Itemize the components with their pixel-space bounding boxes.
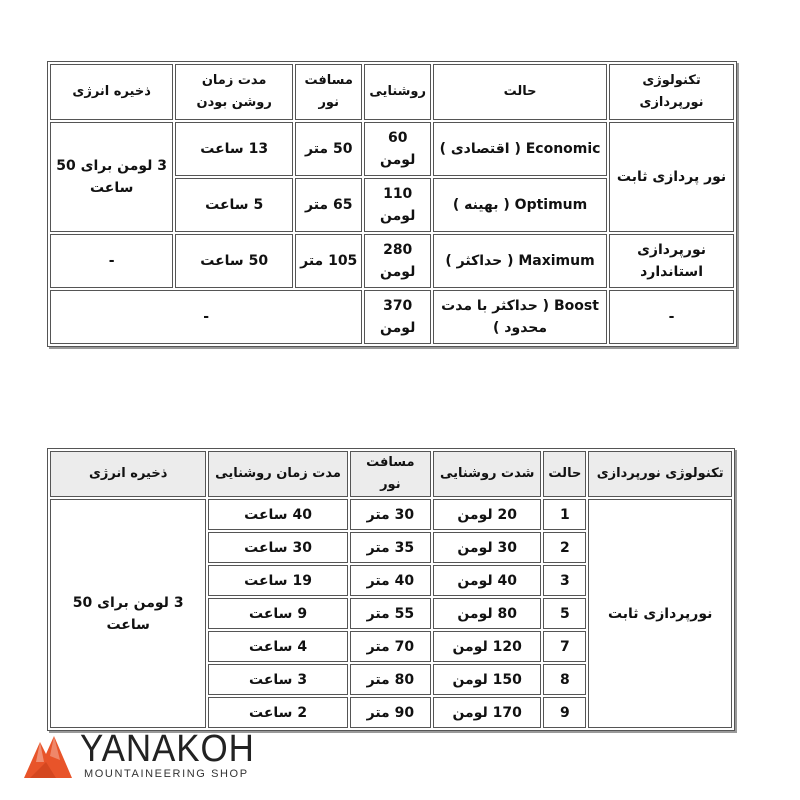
mode-cell: 5 — [543, 598, 586, 629]
brand-name: YANAKOH — [80, 728, 255, 770]
mode-cell: 3 — [543, 565, 586, 596]
header-tech: تکنولوژی نورپردازی — [609, 64, 734, 120]
duration-cell: 5 ساعت — [175, 178, 293, 232]
brightness-cell: 110 لومن — [364, 178, 431, 232]
distance-cell: 35 متر — [350, 532, 431, 563]
distance-cell: 55 متر — [350, 598, 431, 629]
distance-cell: 70 متر — [350, 631, 431, 662]
brightness-cell: 280 لومن — [364, 234, 431, 288]
mode-cell: 1 — [543, 499, 586, 530]
energy-fixed: 3 لومن برای 50 ساعت — [50, 122, 173, 232]
table-header-row — [50, 451, 732, 497]
mountain-logo-icon — [22, 732, 74, 780]
intensity-cell: 20 لومن — [433, 499, 542, 530]
duration-cell: 19 ساعت — [208, 565, 347, 596]
table-row — [50, 499, 732, 530]
brightness-cell: 370 لومن — [364, 290, 431, 344]
distance-cell: 90 متر — [350, 697, 431, 728]
brand-tagline: MOUNTAINEERING SHOP — [84, 768, 249, 780]
header-distance: مسافت نور — [350, 451, 431, 497]
distance-cell: 30 متر — [350, 499, 431, 530]
intensity-cell: 80 لومن — [433, 598, 542, 629]
lighting-levels-table — [47, 448, 735, 731]
mode-cell: 9 — [543, 697, 586, 728]
tech-fixed: نور پردازی ثابت — [609, 122, 734, 232]
table-row — [50, 234, 734, 288]
distance-cell: 65 متر — [295, 178, 362, 232]
duration-cell: 4 ساعت — [208, 631, 347, 662]
distance-cell: 40 متر — [350, 565, 431, 596]
intensity-cell: 40 لومن — [433, 565, 542, 596]
header-tech: تکنولوژی نورپردازی — [588, 451, 732, 497]
tech-standard: نورپردازی استاندارد — [609, 234, 734, 288]
header-mode: حالت — [543, 451, 586, 497]
duration-cell: 13 ساعت — [175, 122, 293, 176]
header-energy: ذخیره انرژی — [50, 64, 173, 120]
table-row — [50, 290, 734, 344]
energy-cell: 3 لومن برای 50 ساعت — [50, 499, 206, 728]
brand-logo — [22, 726, 272, 786]
energy-standard: - — [50, 234, 173, 288]
boost-merged-cell: - — [50, 290, 362, 344]
tech-fixed: نورپردازی ثابت — [588, 499, 732, 728]
duration-cell: 9 ساعت — [208, 598, 347, 629]
mode-cell: Maximum ( حداکثر ) — [433, 234, 607, 288]
intensity-cell: 30 لومن — [433, 532, 542, 563]
header-intensity: شدت روشنایی — [433, 451, 542, 497]
table-header-row — [50, 64, 734, 120]
header-distance: مسافت نور — [295, 64, 362, 120]
distance-cell: 80 متر — [350, 664, 431, 695]
mode-cell: 8 — [543, 664, 586, 695]
duration-cell: 3 ساعت — [208, 664, 347, 695]
table-row — [50, 122, 734, 176]
distance-cell: 50 متر — [295, 122, 362, 176]
duration-cell: 2 ساعت — [208, 697, 347, 728]
duration-cell: 40 ساعت — [208, 499, 347, 530]
header-mode: حالت — [433, 64, 607, 120]
mode-cell: Optimum ( بهینه ) — [433, 178, 607, 232]
mode-cell: 7 — [543, 631, 586, 662]
header-duration: مدت زمان روشنایی — [208, 451, 347, 497]
intensity-cell: 170 لومن — [433, 697, 542, 728]
intensity-cell: 120 لومن — [433, 631, 542, 662]
tech-boost: - — [609, 290, 734, 344]
mode-cell: Boost ( حداکثر با مدت محدود ) — [433, 290, 607, 344]
mode-cell: 2 — [543, 532, 586, 563]
distance-cell: 105 متر — [295, 234, 362, 288]
duration-cell: 50 ساعت — [175, 234, 293, 288]
intensity-cell: 150 لومن — [433, 664, 542, 695]
lighting-modes-table — [47, 61, 737, 347]
duration-cell: 30 ساعت — [208, 532, 347, 563]
mode-cell: Economic ( اقتصادی ) — [433, 122, 607, 176]
header-duration: مدت زمان روشن بودن — [175, 64, 293, 120]
header-energy: ذخیره انرژی — [50, 451, 206, 497]
brightness-cell: 60 لومن — [364, 122, 431, 176]
header-brightness: روشنایی — [364, 64, 431, 120]
